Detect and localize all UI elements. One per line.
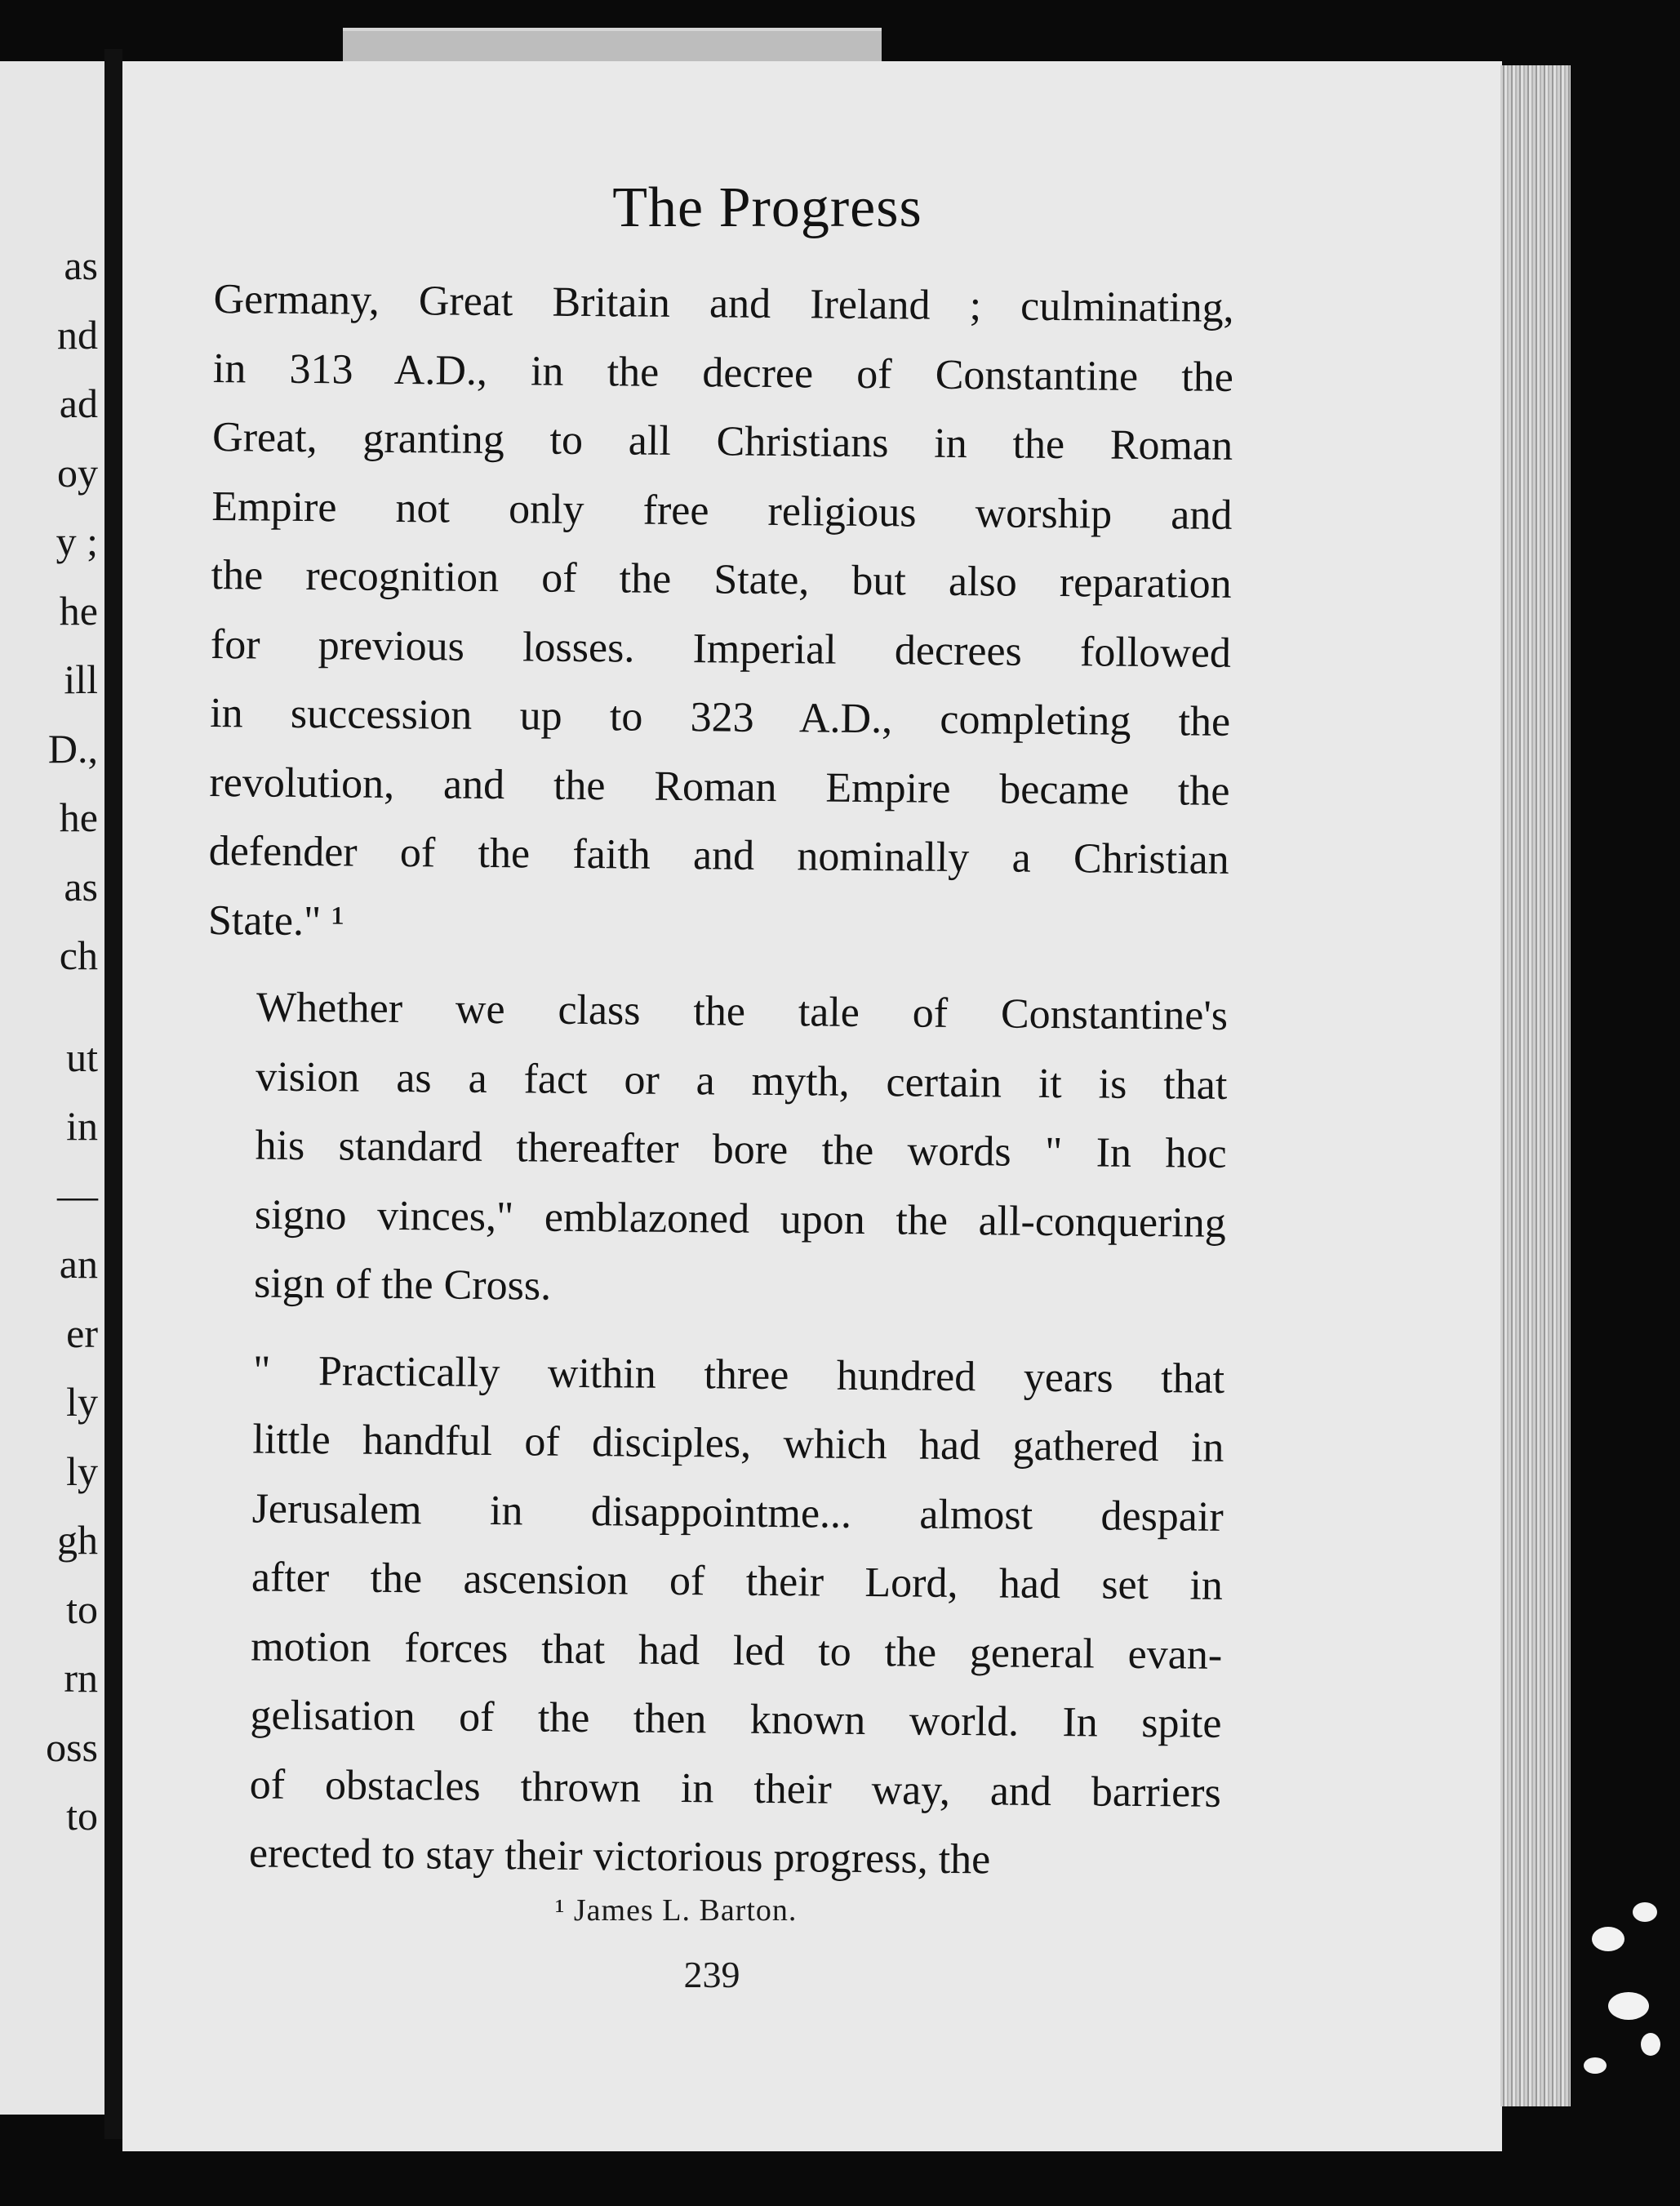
text-line: sign of the Cross. — [253, 1260, 552, 1310]
facing-page-line-end: er — [66, 1310, 98, 1356]
text-line: erected to stay their victorious progress, the — [248, 1830, 991, 1884]
text-line: vision as a fact or a myth, certain it is that — [256, 1052, 1228, 1109]
page-number: 239 — [683, 1954, 740, 1995]
facing-page-line-end: as — [64, 863, 98, 910]
paragraph-3 — [200, 1336, 1225, 1897]
paragraph-1 — [208, 265, 1234, 964]
facing-page-line-end: he — [59, 794, 98, 840]
text-line: gelisation of the then known world. In spite — [250, 1692, 1222, 1747]
facing-page-line-end: — — [57, 1172, 98, 1218]
text-line: Germany, Great Britain and Ireland ; culminating, — [213, 275, 1234, 331]
book-gutter — [104, 49, 122, 2139]
text-line: Whether we class the tale of Constantine's — [256, 984, 1229, 1039]
text-line: of obstacles thrown in their way, and barriers — [249, 1760, 1221, 1817]
scan-specks — [1576, 1878, 1680, 2139]
footnote: ¹ James L. Barton. — [555, 1893, 798, 1928]
facing-page-line-end: oss — [46, 1723, 98, 1770]
facing-page-line-end: gh — [57, 1517, 98, 1563]
facing-page-line-end: D., — [47, 725, 98, 772]
text-line: for previous losses. Imperial decrees followed — [210, 620, 1232, 677]
text-line: the recognition of the State, but also reparation — [211, 551, 1232, 607]
body-text — [200, 265, 1234, 1897]
text-line: in succession up to 323 A.D., completing the — [209, 689, 1231, 745]
facing-page-line-end: he — [59, 587, 98, 634]
text-line: defender of the faith and nominally a Christian — [208, 827, 1229, 883]
page-top-edge — [343, 28, 882, 64]
facing-page-fragment — [0, 61, 104, 2115]
running-head: The Progress — [612, 176, 922, 239]
facing-page-line-end: ad — [59, 380, 98, 426]
facing-page-line-end: y ; — [56, 518, 98, 564]
text-line: in 313 A.D., in the decree of Constantine the — [212, 345, 1234, 401]
facing-page-line-end: oy — [57, 449, 98, 496]
facing-page-line-end: as — [64, 242, 98, 288]
page-stack-edge — [1500, 65, 1571, 2106]
facing-page-line-end: ly — [66, 1379, 98, 1425]
facing-page-line-end: to — [66, 1586, 98, 1632]
text-line: " Practically within three hundred years that — [252, 1346, 1225, 1403]
facing-page-line-end: rn — [64, 1655, 98, 1701]
text-line: State." ¹ — [207, 896, 345, 945]
facing-page-line-end: in — [66, 1103, 98, 1149]
facing-page-line-end: ill — [64, 656, 98, 702]
text-line: little handful of disciples, which had gathered in — [252, 1416, 1224, 1471]
facing-page-line-end: ut — [66, 1034, 98, 1080]
facing-page-line-end: nd — [57, 311, 98, 358]
text-line: his standard thereafter bore the words " In hoc — [255, 1122, 1227, 1177]
text-line: signo vinces," emblazoned upon the all-conquering — [254, 1190, 1227, 1247]
facing-page-line-end: to — [66, 1793, 98, 1839]
text-line: Empire not only free religious worship and — [211, 483, 1233, 539]
paragraph-2 — [205, 973, 1229, 1327]
text-line: motion forces that had led to the general evan- — [250, 1622, 1223, 1679]
text-line: after the ascension of their Lord, had set in — [251, 1554, 1224, 1609]
facing-page-line-end: an — [59, 1241, 98, 1287]
facing-page-line-end: ly — [66, 1448, 98, 1494]
facing-page-line-end: ch — [59, 932, 98, 978]
text-line: Jerusalem in disappointme... almost despair — [251, 1484, 1224, 1541]
text-line: revolution, and the Roman Empire became the — [209, 758, 1230, 815]
text-line: Great, granting to all Christians in the Roman — [211, 413, 1233, 469]
